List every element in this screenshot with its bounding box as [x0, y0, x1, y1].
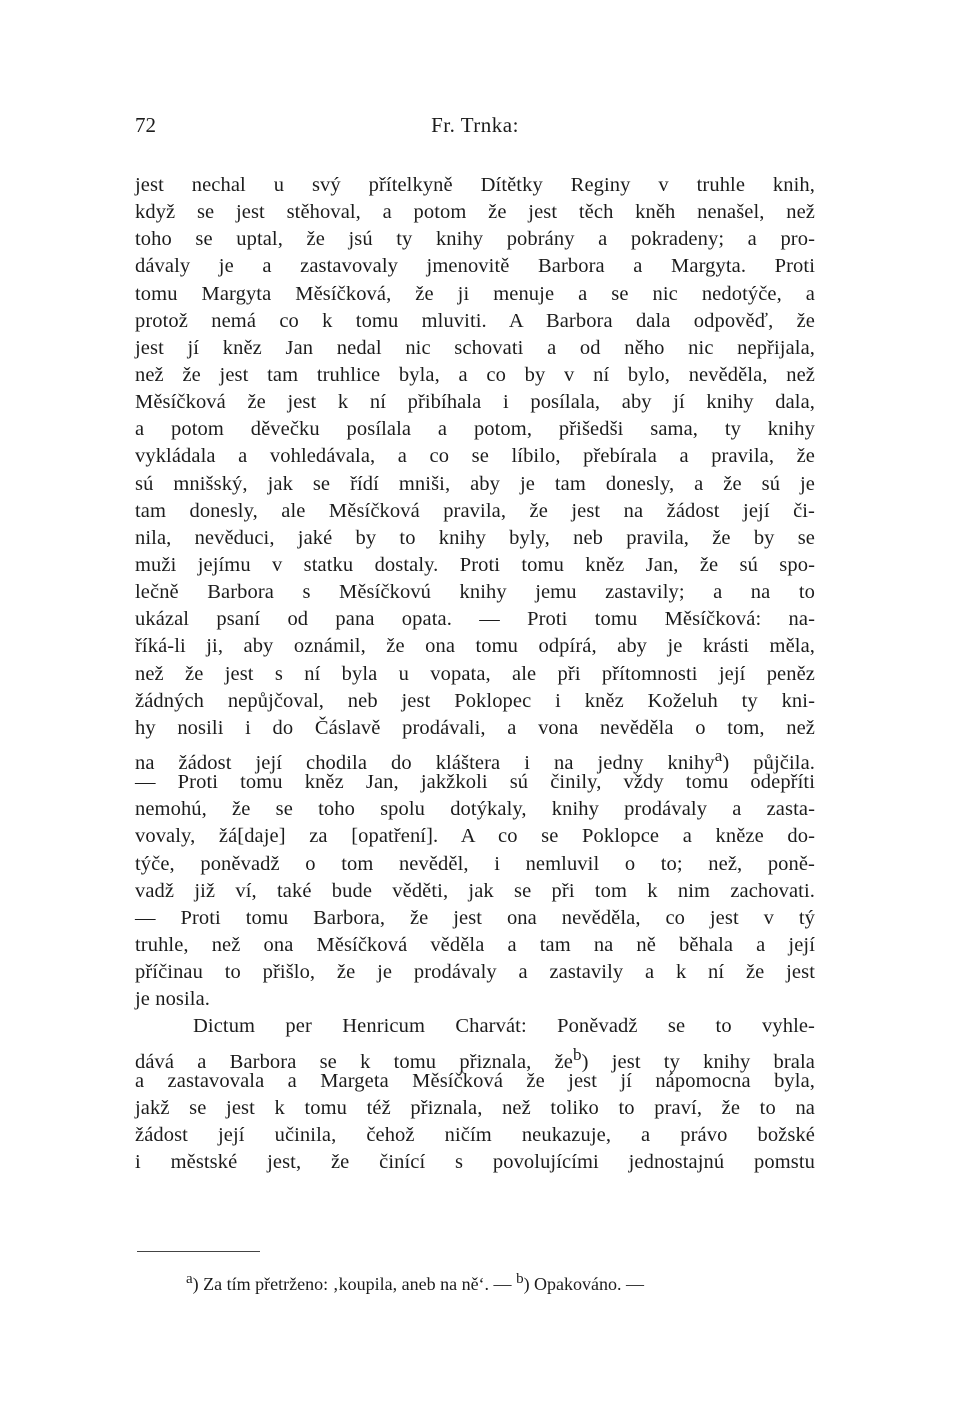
text-line: žádost její učinila, čehož ničím neukazuje, a právo božské [135, 1123, 815, 1146]
text-line: než že jest s ní byla u vopata, ale při přítomnosti její peněz [135, 662, 815, 685]
text-line: a potom děvečku posílala a potom, přišedši sama, ty knihy [135, 418, 815, 441]
text-line-with-footnote-b [135, 1041, 815, 1073]
text-line: truhle, než ona Měsíčková věděla a tam na ně běhala a její [135, 933, 815, 956]
text-line: tomu Margyta Měsíčková, že ji menuje a se nic nedotýče, a [135, 282, 815, 305]
text-line: nemohú, že se toho spolu dotýkaly, knihy prodávaly a zasta- [135, 798, 815, 821]
text-line: ukázal psaní od pana opata. — Proti tomu Měsíčková: na- [135, 608, 815, 631]
text-line: muži jejímu v statku dostaly. Proti tomu kněz Jan, že sú spo- [135, 553, 815, 576]
text-line: hy nosili i do Čáslavě prodávali, a vona nevěděla o tom, než [135, 716, 815, 739]
text-line: jest nechal u svý přítelkyně Dítětky Reginy v truhle knih, [135, 174, 815, 196]
footnote-marker-a: a [186, 1271, 193, 1287]
text-line: lečně Barbora s Měsíčkovú knihy jemu zastavily; a na to [135, 581, 815, 604]
text-line-segment: ) půjčila. [722, 751, 815, 774]
text-line: příčinau to přišlo, že je prodávaly a zastavily a k ní že jest [135, 961, 815, 984]
text-line: vovaly, žá[daje] za [opatření]. A co se Poklopce a kněze do- [135, 825, 815, 848]
footnote-a-text: ) Za tím přetrženo: ‚koupila, aneb na ně‘. — [192, 1274, 517, 1294]
text-line: vadž již ví, také bude věděti, jak se při tom k nim zachovati. [135, 879, 815, 902]
text-line: žádných nepůjčoval, neb jest Poklopec i kněz Koželuh ty kni- [135, 689, 815, 712]
text-line-segment: ) jest ty knihy brala [581, 1050, 815, 1073]
text-line: jest jí kněz Jan nedal nic schovati a od něho nic nepřijala, [135, 336, 815, 359]
text-line: dávaly je a zastavovaly jmenovitě Barbora a Margyta. Proti [135, 255, 815, 278]
text-line: sú mnišský, jak se řídí mniši, aby je tam donesly, a že sú je [135, 472, 815, 495]
text-line: vykládala a vohledávala, a co se líbilo, přebírala a pravila, že [135, 445, 815, 468]
text-line: týče, poněvadž o tom nevěděl, i nemluvil o to; než, poně- [135, 852, 815, 875]
footnote-divider [137, 1251, 260, 1252]
footnote-ref-b: b [572, 1044, 582, 1064]
body-text [135, 172, 815, 1176]
text-line: než že jest tam truhlice byla, a co by v ní bylo, nevěděla, než [135, 363, 815, 386]
running-head: Fr. Trnka: [431, 113, 519, 137]
footnote-ref-a: a [714, 745, 723, 765]
text-line: říká-li ji, aby oznámil, že ona tomu odpírá, aby je krásti měla, [135, 635, 815, 658]
page-header [135, 113, 815, 143]
text-line: i městské jest, že činící s povolujícími jednostajnú pomstu [135, 1151, 815, 1174]
footnotes [186, 1266, 816, 1297]
text-line-with-footnote-a [135, 742, 815, 774]
text-line: a zastavovala a Margeta Měsíčková že jest jí nápomocna byla, [135, 1069, 815, 1092]
text-line: když se jest stěhoval, a potom že jest těch kněh nenašel, než [135, 201, 815, 224]
text-line: jakž se jest k tomu též přiznala, než toliko to praví, že to na [135, 1096, 815, 1119]
page-number: 72 [135, 113, 156, 137]
footnote-marker-b: b [516, 1271, 524, 1287]
paragraph-start-line: Dictum per Henricum Charvát: Poněvadž se to vyhle- [193, 1015, 815, 1038]
text-line: protož nemá co k tomu mluviti. A Barbora dala odpověď, že [135, 309, 815, 332]
text-line: — Proti tomu kněz Jan, jakžkoli sú činily, vždy tomu odepříti [135, 771, 815, 794]
text-line-segment: na žádost její chodila do kláštera i na jedny knihy [135, 751, 715, 774]
text-line-segment: dává a Barbora se k tomu přiznala, že [135, 1050, 573, 1073]
text-line: tam donesly, ale Měsíčková pravila, že jest na žádost její či- [135, 499, 815, 522]
text-line: je nosila. [135, 988, 211, 1011]
text-line: nila, nevěduci, jaké by to knihy byly, neb pravila, že by se [135, 526, 815, 549]
text-line: toho se uptal, že jsú ty knihy pobrány a pokradeny; a pro- [135, 228, 815, 251]
footnote-b-text: ) Opakováno. — [523, 1274, 645, 1294]
text-line: — Proti tomu Barbora, že jest ona nevěděla, co jest v tý [135, 906, 815, 929]
text-line: Měsíčková že jest k ní přibíhala i posílala, aby jí knihy dala, [135, 391, 815, 414]
